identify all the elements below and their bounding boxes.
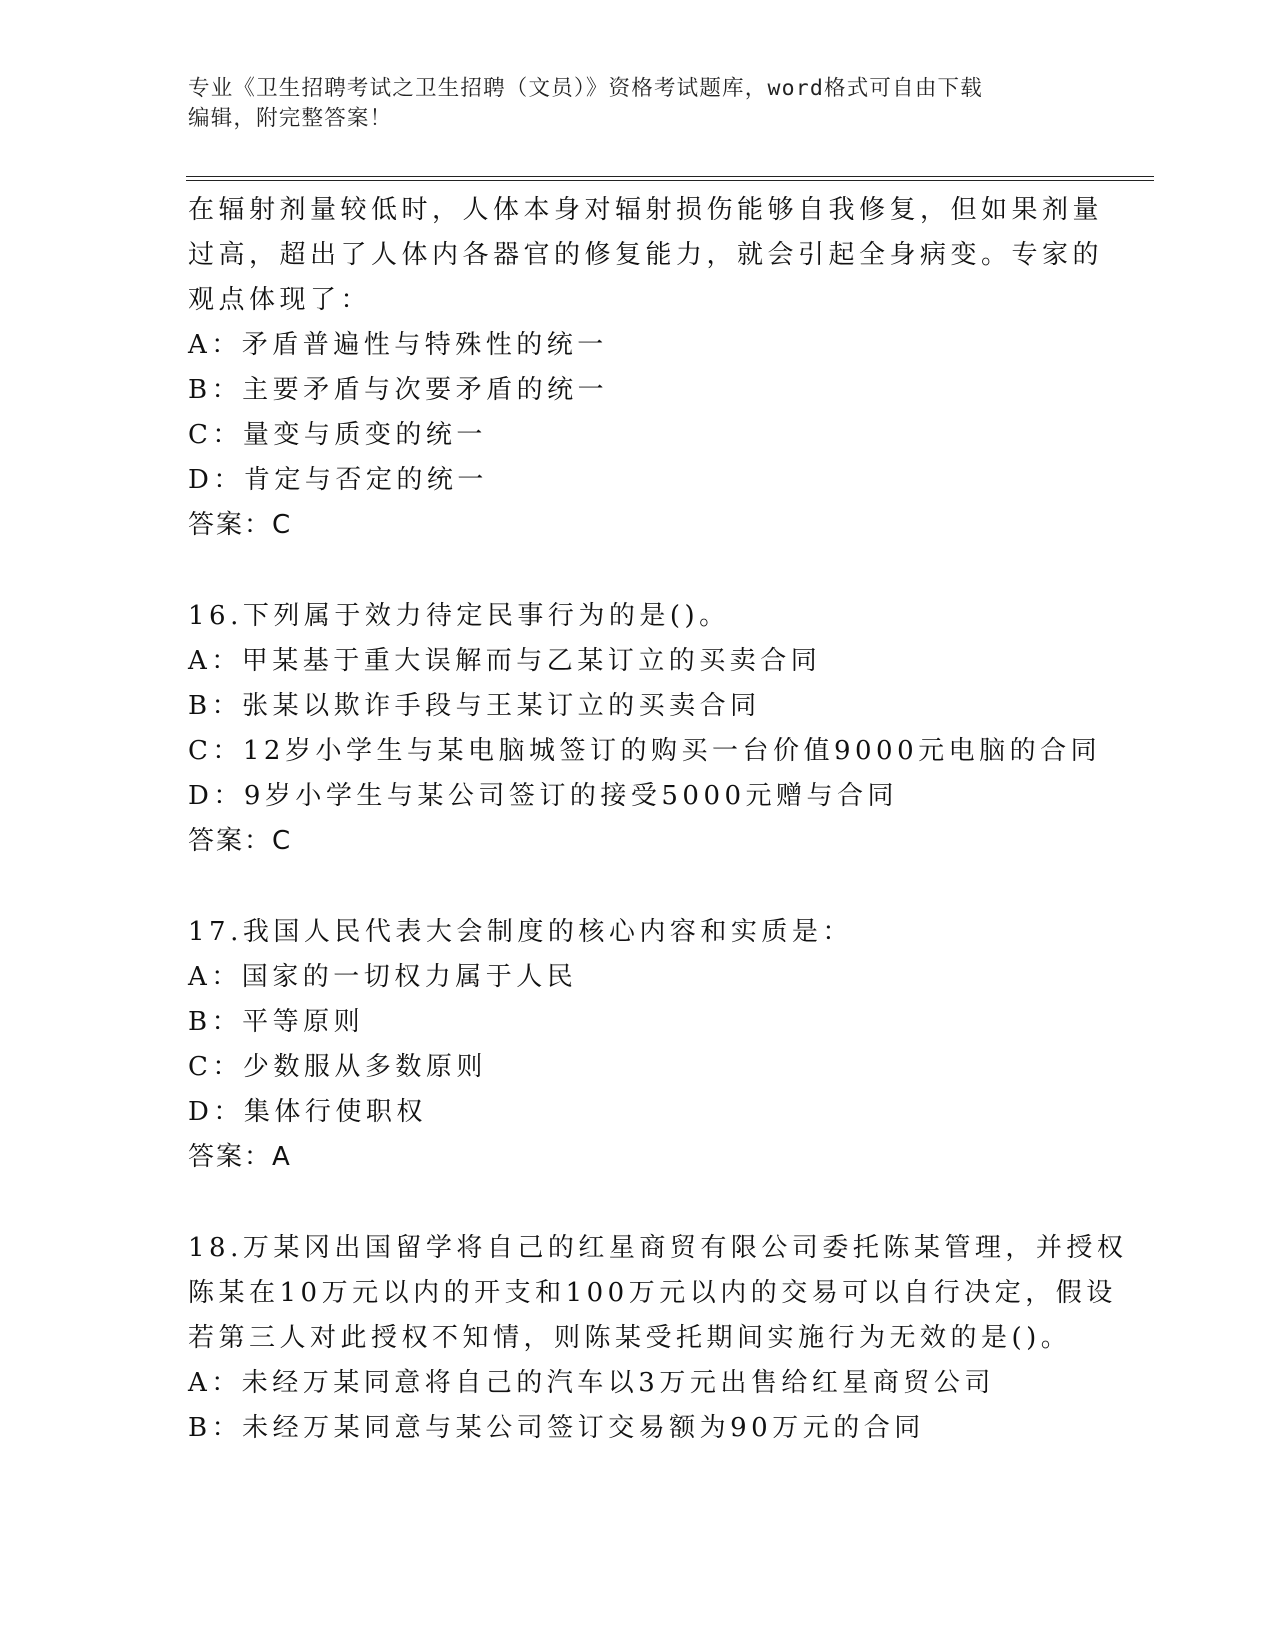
option-c: C：量变与质变的统一 xyxy=(188,420,487,450)
option-c: C：少数服从多数原则 xyxy=(188,1052,487,1082)
option-b: B：未经万某同意与某公司签订交易额为90万元的合同 xyxy=(188,1413,925,1443)
answer-label: 答案：C xyxy=(188,510,293,540)
answer-label: 答案：C xyxy=(188,826,293,856)
question-stem-line: 在辐射剂量较低时，人体本身对辐射损伤能够自我修复，但如果剂量 xyxy=(188,195,1104,225)
option-d: D：肯定与否定的统一 xyxy=(188,465,488,495)
question-stem-line: 18.万某冈出国留学将自己的红星商贸有限公司委托陈某管理，并授权 xyxy=(188,1233,1128,1263)
question-block xyxy=(188,1226,1128,1451)
option-c: C：12岁小学生与某电脑城签订的购买一台价值9000元电脑的合同 xyxy=(188,736,1102,766)
document-header xyxy=(188,74,1068,134)
question-stem-line: 16.下列属于效力待定民事行为的是()。 xyxy=(188,601,730,631)
option-a: A：未经万某同意将自己的汽车以3万元出售给红星商贸公司 xyxy=(188,1368,995,1398)
question-block xyxy=(188,188,1104,548)
question-stem-line: 若第三人对此授权不知情，则陈某受托期间实施行为无效的是()。 xyxy=(188,1323,1072,1353)
option-a: A：矛盾普遍性与特殊性的统一 xyxy=(188,330,608,360)
question-stem-line: 陈某在10万元以内的开支和100万元以内的交易可以自行决定，假设 xyxy=(188,1278,1117,1308)
question-block xyxy=(188,910,1088,1180)
option-d: D：9岁小学生与某公司签订的接受5000元赠与合同 xyxy=(188,781,899,811)
option-b: B：张某以欺诈手段与王某订立的买卖合同 xyxy=(188,691,761,721)
question-list xyxy=(188,188,1128,1451)
question-stem-line: 观点体现了： xyxy=(188,285,372,315)
header-line-1: 专业《卫生招聘考试之卫生招聘（文员）》资格考试题库，word格式可自由下载 xyxy=(188,76,983,101)
header-divider xyxy=(186,176,1154,181)
option-a: A：甲某基于重大误解而与乙某订立的买卖合同 xyxy=(188,646,822,676)
option-b: B：主要矛盾与次要矛盾的统一 xyxy=(188,375,609,405)
header-line-2: 编辑，附完整答案！ xyxy=(188,106,393,131)
question-block xyxy=(188,594,1102,864)
question-stem-line: 17.我国人民代表大会制度的核心内容和实质是： xyxy=(188,917,853,947)
answer-label: 答案：A xyxy=(188,1142,292,1172)
option-a: A：国家的一切权力属于人民 xyxy=(188,962,578,992)
option-d: D：集体行使职权 xyxy=(188,1097,427,1127)
option-b: B：平等原则 xyxy=(188,1007,365,1037)
question-stem-line: 过高，超出了人体内各器官的修复能力，就会引起全身病变。专家的 xyxy=(188,240,1104,270)
